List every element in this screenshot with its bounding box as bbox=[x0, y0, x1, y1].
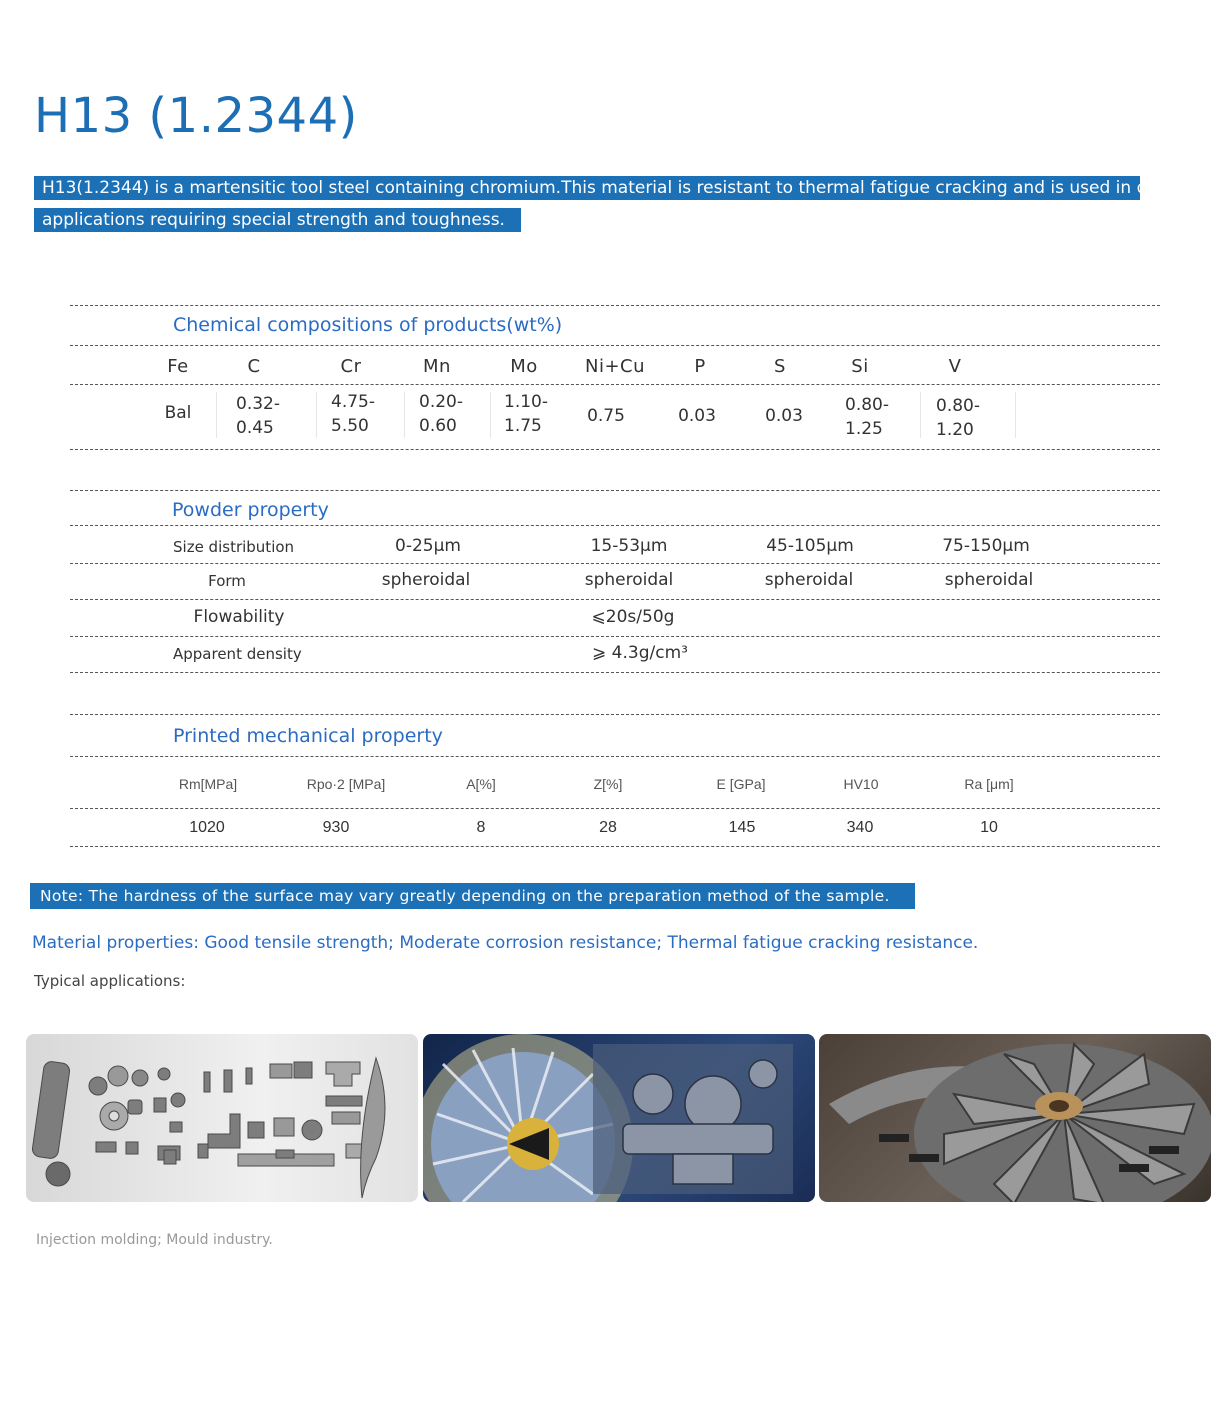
mech-value-hv10: 340 bbox=[846, 819, 874, 836]
chem-header-cr: Cr bbox=[340, 356, 362, 377]
chem-header-s: S bbox=[774, 356, 786, 377]
column-separator bbox=[316, 392, 317, 438]
column-separator bbox=[490, 392, 491, 438]
chem-value-fe: Bal bbox=[164, 403, 192, 423]
page-title: H13 (1.2344) bbox=[34, 88, 358, 144]
divider bbox=[70, 808, 1160, 809]
applications-caption: Injection molding; Mould industry. bbox=[36, 1232, 273, 1248]
mech-value-rm: 1020 bbox=[189, 819, 225, 836]
form-value: spheroidal bbox=[381, 570, 471, 590]
divider bbox=[70, 672, 1160, 673]
apparent-density-label: Apparent density bbox=[173, 645, 302, 663]
size-distribution-label: Size distribution bbox=[173, 538, 295, 556]
intro-line-1: H13(1.2344) is a martensitic tool steel containing chromium.This material is resistant to thermal fatigue cracking and is used in die bbox=[34, 176, 1140, 200]
chem-value-si: 0.80- 1.25 bbox=[845, 395, 889, 439]
divider bbox=[70, 846, 1160, 847]
chem-header-v: V bbox=[948, 356, 962, 377]
chem-header-c: C bbox=[247, 356, 261, 377]
divider bbox=[70, 345, 1160, 346]
powder-section-title: Powder property bbox=[172, 499, 329, 521]
form-label: Form bbox=[208, 572, 246, 590]
mech-value-rp02: 930 bbox=[322, 819, 350, 836]
size-value: 75-150μm bbox=[942, 536, 1030, 556]
mechanical-section-title: Printed mechanical property bbox=[173, 725, 443, 747]
mech-header-e: E [GPa] bbox=[716, 776, 766, 792]
divider bbox=[70, 599, 1160, 600]
mech-value-z: 28 bbox=[599, 819, 617, 836]
apparent-density-value: ⩾ 4.3g/cm³ bbox=[592, 643, 688, 663]
size-value: 45-105μm bbox=[766, 536, 854, 556]
divider bbox=[70, 636, 1160, 637]
small-parts-photo bbox=[26, 1034, 418, 1202]
divider bbox=[70, 490, 1160, 491]
chem-value-cr: 4.75- 5.50 bbox=[331, 392, 375, 436]
mech-header-hv10: HV10 bbox=[843, 776, 879, 792]
intro-line-2: applications requiring special strength and toughness. bbox=[34, 208, 521, 232]
chem-header-mn: Mn bbox=[423, 356, 451, 377]
chem-value-s: 0.03 bbox=[765, 406, 803, 426]
chem-value-c: 0.32- 0.45 bbox=[236, 394, 280, 438]
form-value: spheroidal bbox=[764, 570, 854, 590]
chem-value-mn: 0.20- 0.60 bbox=[419, 392, 463, 436]
divider bbox=[70, 714, 1160, 715]
column-separator bbox=[920, 392, 921, 438]
chem-value-nicu: 0.75 bbox=[587, 406, 625, 426]
divider bbox=[70, 449, 1160, 450]
typical-applications-label: Typical applications: bbox=[34, 972, 186, 990]
column-separator bbox=[216, 392, 217, 438]
chem-value-p: 0.03 bbox=[678, 406, 716, 426]
mech-value-ra: 10 bbox=[980, 819, 998, 836]
form-value: spheroidal bbox=[584, 570, 674, 590]
chem-value-mo: 1.10- 1.75 bbox=[504, 392, 548, 436]
form-value: spheroidal bbox=[944, 570, 1034, 590]
column-separator bbox=[1015, 392, 1016, 438]
mech-header-rm: Rm[MPa] bbox=[178, 776, 238, 792]
mech-header-ra: Ra [μm] bbox=[964, 776, 1014, 792]
chem-header-si: Si bbox=[851, 356, 869, 377]
mech-header-z: Z[%] bbox=[593, 776, 623, 792]
mech-header-a: A[%] bbox=[466, 776, 496, 792]
chem-header-fe: Fe bbox=[167, 356, 189, 377]
divider bbox=[70, 384, 1160, 385]
flowability-value: ⩽20s/50g bbox=[591, 607, 675, 627]
divider bbox=[70, 305, 1160, 306]
size-value: 0-25μm bbox=[395, 536, 461, 556]
chem-value-v: 0.80- 1.20 bbox=[936, 396, 980, 440]
flowability-label: Flowability bbox=[193, 607, 285, 627]
divider bbox=[70, 756, 1160, 757]
chem-header-p: P bbox=[694, 356, 706, 377]
divider bbox=[70, 525, 1160, 526]
chem-header-nicu: Ni+Cu bbox=[584, 356, 646, 377]
hardness-note: Note: The hardness of the surface may vary greatly depending on the preparation method of the sample. bbox=[30, 883, 915, 909]
chemical-section-title: Chemical compositions of products(wt%) bbox=[173, 314, 563, 336]
material-properties: Material properties: Good tensile strength; Moderate corrosion resistance; Thermal fatigue cracking resistance. bbox=[32, 933, 979, 953]
mech-value-e: 145 bbox=[728, 819, 756, 836]
mech-header-rp02: Rpo·2 [MPa] bbox=[306, 776, 386, 792]
mech-value-a: 8 bbox=[476, 819, 486, 836]
divider bbox=[70, 563, 1160, 564]
impeller-mould-photo bbox=[819, 1034, 1211, 1202]
size-value: 15-53μm bbox=[590, 536, 668, 556]
jet-engine-photo bbox=[423, 1034, 815, 1202]
column-separator bbox=[404, 392, 405, 438]
chem-header-mo: Mo bbox=[510, 356, 538, 377]
